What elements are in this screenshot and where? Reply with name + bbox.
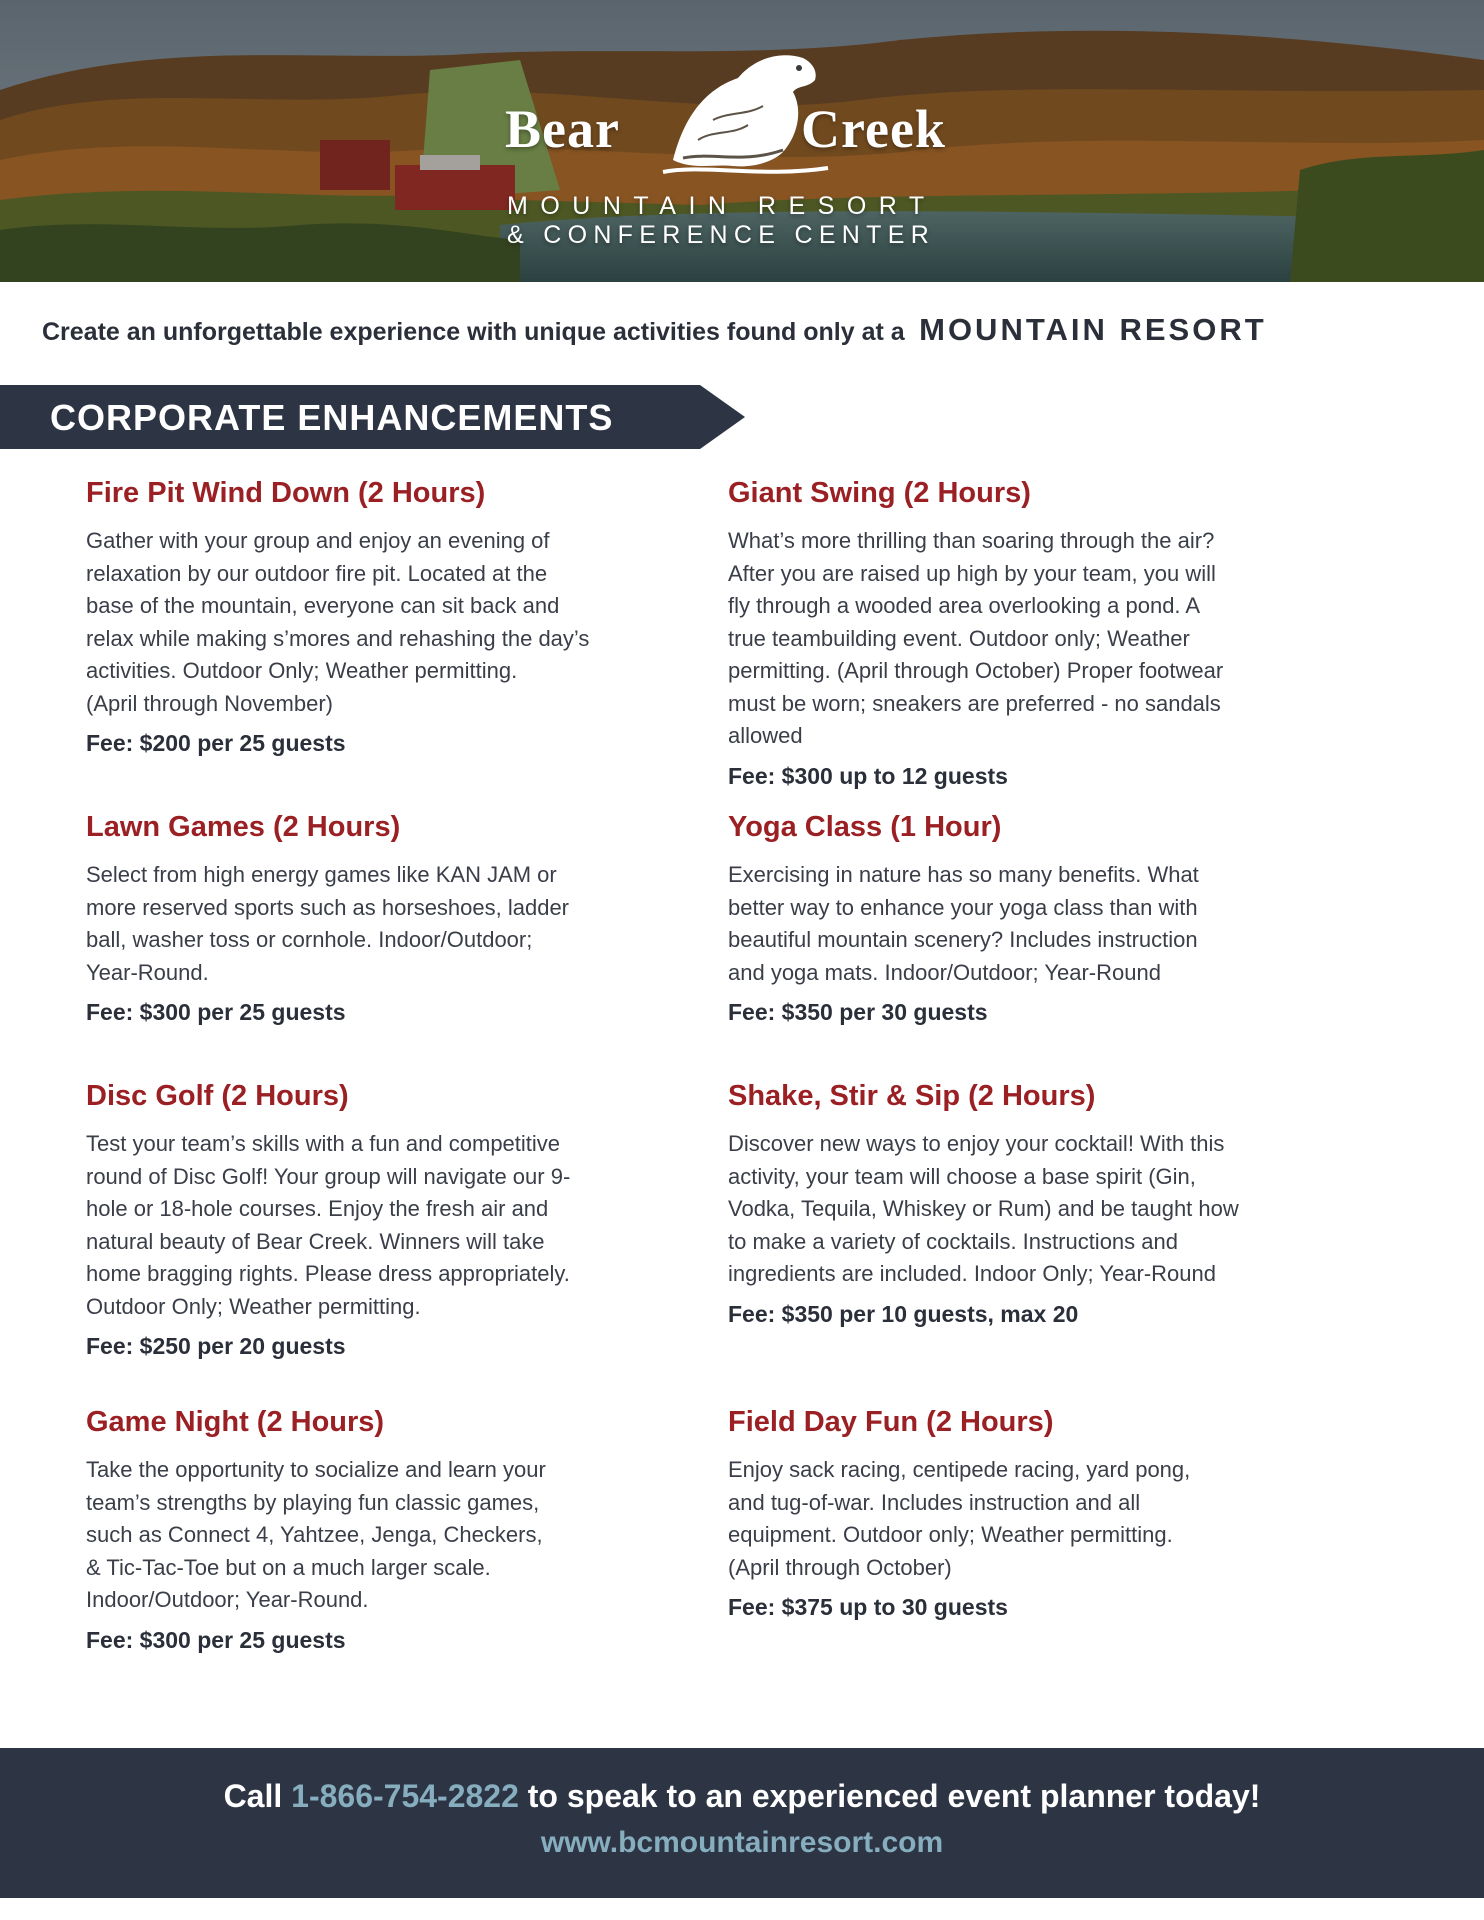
activity-fee: Fee: $300 up to 12 guests xyxy=(728,762,1008,789)
logo-subtitle-conference: & CONFERENCE CENTER xyxy=(507,221,936,249)
call-to-action xyxy=(0,1778,1484,1815)
phone-number-link[interactable]: 1-866-754-2822 xyxy=(291,1778,519,1814)
activity-title: Yoga Class (1 Hour) xyxy=(728,811,1002,843)
activity-title: Giant Swing (2 Hours) xyxy=(728,477,1031,509)
activity-description: Enjoy sack racing, centipede racing, yard pong, and tug-of-war. Includes instruction and all equipment. Outdoor only; Weather permitting. (April through October) xyxy=(728,1457,1191,1580)
activity-title: Field Day Fun (2 Hours) xyxy=(728,1406,1054,1438)
activity-shake-stir-sip xyxy=(728,1078,1318,1328)
resort-logo xyxy=(505,40,985,255)
activity-fee: Fee: $375 up to 30 guests xyxy=(728,1594,1008,1620)
activity-giant-swing xyxy=(728,475,1318,790)
activity-description: Discover new ways to enjoy your cocktail! With this activity, your team will choose a base spirit (Gin, Vodka, Tequila, Whiskey or Rum) and be taught how to make a variety of cocktails. Instructions and ingredients are included. Indoor Only; Year-Round xyxy=(728,1131,1239,1286)
activity-description: Test your team’s skills with a fun and competitive round of Disc Golf! Your group will navigate our 9- hole or 18-hole courses. Enjoy the fresh air and natural beauty of Bear Creek. Winners will take home bragging rights. Please dress appropriately. Outdoor Only; Weather permitting. xyxy=(86,1131,571,1319)
activity-description: What’s more thrilling than soaring through the air? After you are raised up high by your team, you will fly through a wooded area overlooking a pond. A true teambuilding event. Outdoor only; Weather permitting. (April through October) Proper footwear must be worn; sneakers are preferred - no sandals allowed xyxy=(728,528,1224,748)
activity-fee: Fee: $350 per 30 guests xyxy=(728,999,988,1025)
website-link[interactable]: www.bcmountainresort.com xyxy=(540,1826,944,1859)
logo-word-bear: Bear xyxy=(505,99,620,159)
header-banner xyxy=(0,0,1484,282)
activity-fee: Fee: $350 per 10 guests, max 20 xyxy=(728,1300,1079,1327)
activity-title: Game Night (2 Hours) xyxy=(86,1406,385,1438)
activity-description: Exercising in nature has so many benefits. What better way to enhance your yoga class than with beautiful mountain scenery? Includes instruction and yoga mats. Indoor/Outdoor; Year-Round xyxy=(728,862,1199,985)
tagline-lead: Create an unforgettable experience with unique activities found only at a xyxy=(42,318,905,346)
activity-description: Gather with your group and enjoy an evening of relaxation by our outdoor fire pit. Located at the base of the mountain, everyone can sit back and relax while making s’mores and rehashing the day’s activities. Outdoor Only; Weather permitting. (April through November) xyxy=(86,528,590,716)
activity-fee: Fee: $200 per 25 guests xyxy=(86,730,346,756)
activity-title: Shake, Stir & Sip (2 Hours) xyxy=(728,1080,1096,1112)
tagline xyxy=(42,312,1452,348)
activity-fire-pit xyxy=(86,475,676,757)
section-ribbon xyxy=(0,385,745,449)
activity-title: Lawn Games (2 Hours) xyxy=(86,811,401,843)
activity-title: Disc Golf (2 Hours) xyxy=(86,1080,349,1112)
footer-bar xyxy=(0,1748,1484,1898)
tagline-emphasis: MOUNTAIN RESORT xyxy=(919,312,1267,347)
activity-lawn-games xyxy=(86,809,676,1026)
activity-game-night xyxy=(86,1404,676,1654)
activity-yoga-class xyxy=(728,809,1318,1026)
activity-fee: Fee: $300 per 25 guests xyxy=(86,1626,346,1653)
activity-fee: Fee: $300 per 25 guests xyxy=(86,999,346,1025)
cta-suffix: to speak to an experienced event planner today! xyxy=(518,1778,1261,1814)
activity-title: Fire Pit Wind Down (2 Hours) xyxy=(86,477,486,509)
activity-disc-golf xyxy=(86,1078,676,1360)
logo-word-creek: Creek xyxy=(801,99,946,159)
activity-description: Select from high energy games like KAN JAM or more reserved sports such as horseshoes, ladder ball, washer toss or cornhole. Indoor/Outdoor; Year-Round. xyxy=(86,862,570,985)
logo-subtitle-resort: MOUNTAIN RESORT xyxy=(507,192,937,220)
activity-description: Take the opportunity to socialize and learn your team’s strengths by playing fun classic games, such as Connect 4, Yahtzee, Jenga, Checkers, & Tic-Tac-Toe but on a much larger scale. Indoor/Outdoor; Year-Round. xyxy=(86,1457,546,1612)
activity-field-day-fun xyxy=(728,1404,1318,1621)
section-title: CORPORATE ENHANCEMENTS xyxy=(50,397,614,438)
cta-prefix: Call xyxy=(223,1778,292,1814)
activity-fee: Fee: $250 per 20 guests xyxy=(86,1333,346,1359)
